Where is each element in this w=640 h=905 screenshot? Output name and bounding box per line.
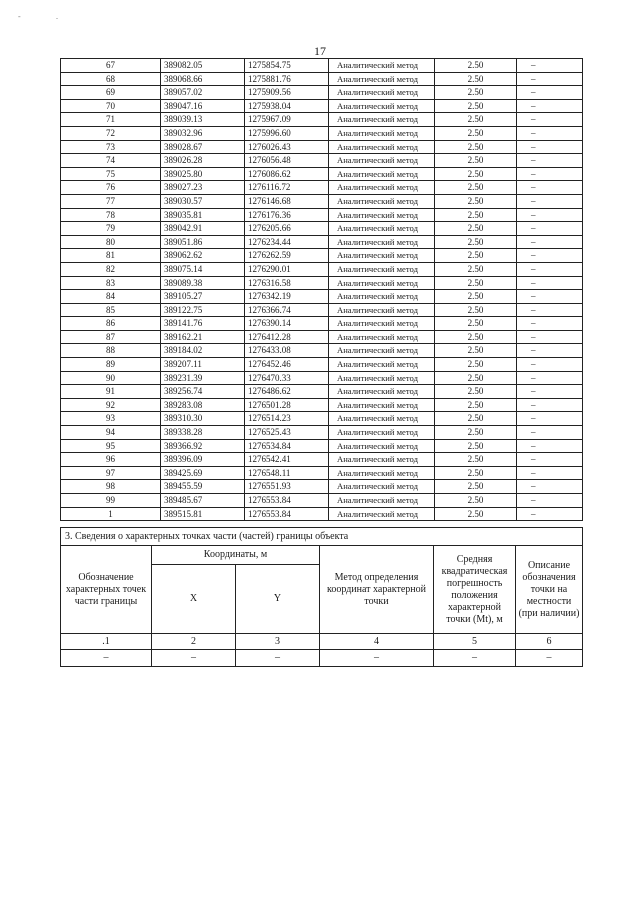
empty-cell: – <box>236 650 320 667</box>
index-cell: 2 <box>152 634 236 650</box>
coord-y: 1276542.41 <box>245 453 329 467</box>
description-cell: – <box>517 235 583 249</box>
table-row <box>61 358 583 372</box>
accuracy-cell: 2.50 <box>435 208 517 222</box>
method-cell: Аналитический метод <box>329 235 435 249</box>
coord-x: 389030.57 <box>161 194 245 208</box>
accuracy-cell: 2.50 <box>435 99 517 113</box>
point-number: 95 <box>61 439 161 453</box>
coord-y: 1276486.62 <box>245 385 329 399</box>
coord-y: 1276176.36 <box>245 208 329 222</box>
method-cell: Аналитический метод <box>329 262 435 276</box>
header-method: Метод определения координат характерной точки <box>320 546 434 634</box>
coord-x: 389039.13 <box>161 113 245 127</box>
point-number: 90 <box>61 371 161 385</box>
point-number: 86 <box>61 317 161 331</box>
point-number: 84 <box>61 290 161 304</box>
method-cell: Аналитический метод <box>329 249 435 263</box>
point-number: 98 <box>61 480 161 494</box>
point-number: 83 <box>61 276 161 290</box>
coord-y: 1276205.66 <box>245 222 329 236</box>
point-number: 97 <box>61 466 161 480</box>
accuracy-cell: 2.50 <box>435 276 517 290</box>
coord-y: 1276366.74 <box>245 303 329 317</box>
method-cell: Аналитический метод <box>329 330 435 344</box>
description-cell: – <box>517 86 583 100</box>
description-cell: – <box>517 59 583 73</box>
header-coordinates: Координаты, м <box>152 546 320 565</box>
point-number: 80 <box>61 235 161 249</box>
accuracy-cell: 2.50 <box>435 480 517 494</box>
accuracy-cell: 2.50 <box>435 181 517 195</box>
accuracy-cell: 2.50 <box>435 303 517 317</box>
method-cell: Аналитический метод <box>329 303 435 317</box>
coord-x: 389082.05 <box>161 59 245 73</box>
accuracy-cell: 2.50 <box>435 126 517 140</box>
table-row <box>61 650 583 667</box>
method-cell: Аналитический метод <box>329 344 435 358</box>
method-cell: Аналитический метод <box>329 276 435 290</box>
method-cell: Аналитический метод <box>329 507 435 521</box>
description-cell: – <box>517 154 583 168</box>
table-row <box>61 249 583 263</box>
table-row <box>61 167 583 181</box>
table-row <box>61 235 583 249</box>
table-row <box>61 303 583 317</box>
table-row <box>61 194 583 208</box>
method-cell: Аналитический метод <box>329 453 435 467</box>
coord-y: 1276548.11 <box>245 466 329 480</box>
coord-y: 1276116.72 <box>245 181 329 195</box>
point-number: 78 <box>61 208 161 222</box>
coord-x: 389035.81 <box>161 208 245 222</box>
point-number: 96 <box>61 453 161 467</box>
table-row <box>61 113 583 127</box>
coord-x: 389026.28 <box>161 154 245 168</box>
point-number: 70 <box>61 99 161 113</box>
index-cell: .1 <box>61 634 152 650</box>
accuracy-cell: 2.50 <box>435 317 517 331</box>
description-cell: – <box>517 181 583 195</box>
accuracy-cell: 2.50 <box>435 86 517 100</box>
method-cell: Аналитический метод <box>329 480 435 494</box>
index-cell: 4 <box>320 634 434 650</box>
accuracy-cell: 2.50 <box>435 154 517 168</box>
coord-y: 1276433.08 <box>245 344 329 358</box>
table-row <box>61 126 583 140</box>
point-number: 72 <box>61 126 161 140</box>
table-row <box>61 276 583 290</box>
description-cell: – <box>517 371 583 385</box>
description-cell: – <box>517 358 583 372</box>
table-row <box>61 344 583 358</box>
method-cell: Аналитический метод <box>329 167 435 181</box>
method-cell: Аналитический метод <box>329 140 435 154</box>
table-row <box>61 371 583 385</box>
coord-y: 1276525.43 <box>245 426 329 440</box>
table-row <box>61 317 583 331</box>
method-cell: Аналитический метод <box>329 126 435 140</box>
method-cell: Аналитический метод <box>329 358 435 372</box>
method-cell: Аналитический метод <box>329 317 435 331</box>
point-number: 81 <box>61 249 161 263</box>
table-row <box>61 262 583 276</box>
table-row <box>61 290 583 304</box>
table-row <box>61 494 583 508</box>
description-cell: – <box>517 507 583 521</box>
accuracy-cell: 2.50 <box>435 235 517 249</box>
header-y: Y <box>236 565 320 634</box>
table-row <box>61 140 583 154</box>
empty-cell: – <box>61 650 152 667</box>
point-number: 68 <box>61 72 161 86</box>
coord-x: 389027.23 <box>161 181 245 195</box>
method-cell: Аналитический метод <box>329 72 435 86</box>
coord-y: 1275881.76 <box>245 72 329 86</box>
coord-x: 389485.67 <box>161 494 245 508</box>
description-cell: – <box>517 426 583 440</box>
index-cell: 5 <box>434 634 516 650</box>
accuracy-cell: 2.50 <box>435 439 517 453</box>
table-row <box>61 398 583 412</box>
coord-x: 389075.14 <box>161 262 245 276</box>
point-number: 71 <box>61 113 161 127</box>
empty-cell: – <box>320 650 434 667</box>
coord-x: 389089.38 <box>161 276 245 290</box>
description-cell: – <box>517 72 583 86</box>
header-accuracy: Средняя квадратическая погрешность положения характерной точки (Mt), м <box>434 546 516 634</box>
accuracy-cell: 2.50 <box>435 262 517 276</box>
description-cell: – <box>517 412 583 426</box>
method-cell: Аналитический метод <box>329 385 435 399</box>
table-row <box>61 330 583 344</box>
coord-y: 1276290.01 <box>245 262 329 276</box>
index-cell: 6 <box>516 634 583 650</box>
point-number: 74 <box>61 154 161 168</box>
method-cell: Аналитический метод <box>329 371 435 385</box>
coord-y: 1276342.19 <box>245 290 329 304</box>
coord-x: 389396.09 <box>161 453 245 467</box>
empty-cell: – <box>434 650 516 667</box>
description-cell: – <box>517 208 583 222</box>
accuracy-cell: 2.50 <box>435 358 517 372</box>
table-row <box>61 507 583 521</box>
coord-y: 1275938.04 <box>245 99 329 113</box>
description-cell: – <box>517 262 583 276</box>
scan-speck: . <box>56 12 58 21</box>
accuracy-cell: 2.50 <box>435 194 517 208</box>
point-number: 93 <box>61 412 161 426</box>
coord-x: 389338.28 <box>161 426 245 440</box>
point-number: 99 <box>61 494 161 508</box>
method-cell: Аналитический метод <box>329 426 435 440</box>
table-row <box>61 412 583 426</box>
method-cell: Аналитический метод <box>329 208 435 222</box>
table-row <box>61 222 583 236</box>
accuracy-cell: 2.50 <box>435 290 517 304</box>
point-number: 82 <box>61 262 161 276</box>
coord-y: 1276412.28 <box>245 330 329 344</box>
table-row <box>61 181 583 195</box>
page-number: 17 <box>314 44 326 58</box>
accuracy-cell: 2.50 <box>435 507 517 521</box>
description-cell: – <box>517 167 583 181</box>
coord-y: 1276551.93 <box>245 480 329 494</box>
accuracy-cell: 2.50 <box>435 344 517 358</box>
coord-x: 389068.66 <box>161 72 245 86</box>
coord-x: 389207.11 <box>161 358 245 372</box>
table-row <box>61 208 583 222</box>
coord-y: 1275909.56 <box>245 86 329 100</box>
point-number: 67 <box>61 59 161 73</box>
point-number: 94 <box>61 426 161 440</box>
point-number: 88 <box>61 344 161 358</box>
method-cell: Аналитический метод <box>329 466 435 480</box>
coord-x: 389057.02 <box>161 86 245 100</box>
point-number: 69 <box>61 86 161 100</box>
coord-y: 1276470.33 <box>245 371 329 385</box>
coord-y: 1276390.14 <box>245 317 329 331</box>
table-row <box>61 480 583 494</box>
description-cell: – <box>517 276 583 290</box>
coord-x: 389283.08 <box>161 398 245 412</box>
description-cell: – <box>517 453 583 467</box>
description-cell: – <box>517 303 583 317</box>
coord-x: 389025.80 <box>161 167 245 181</box>
accuracy-cell: 2.50 <box>435 222 517 236</box>
accuracy-cell: 2.50 <box>435 113 517 127</box>
index-row <box>61 634 583 650</box>
coordinates-table <box>60 58 583 521</box>
accuracy-cell: 2.50 <box>435 249 517 263</box>
section3-table <box>60 527 583 667</box>
empty-cell: – <box>516 650 583 667</box>
table-row <box>61 385 583 399</box>
point-number: 89 <box>61 358 161 372</box>
accuracy-cell: 2.50 <box>435 140 517 154</box>
description-cell: – <box>517 222 583 236</box>
table-row <box>61 72 583 86</box>
description-cell: – <box>517 439 583 453</box>
description-cell: – <box>517 194 583 208</box>
point-number: 77 <box>61 194 161 208</box>
description-cell: – <box>517 126 583 140</box>
coord-y: 1276534.84 <box>245 439 329 453</box>
method-cell: Аналитический метод <box>329 113 435 127</box>
coord-x: 389028.67 <box>161 140 245 154</box>
accuracy-cell: 2.50 <box>435 412 517 426</box>
coord-y: 1276086.62 <box>245 167 329 181</box>
accuracy-cell: 2.50 <box>435 330 517 344</box>
coord-x: 389455.59 <box>161 480 245 494</box>
coordinates-table-body <box>61 59 583 521</box>
accuracy-cell: 2.50 <box>435 398 517 412</box>
description-cell: – <box>517 317 583 331</box>
method-cell: Аналитический метод <box>329 222 435 236</box>
coord-x: 389141.76 <box>161 317 245 331</box>
method-cell: Аналитический метод <box>329 398 435 412</box>
table-row <box>61 439 583 453</box>
coord-y: 1276234.44 <box>245 235 329 249</box>
point-number: 76 <box>61 181 161 195</box>
scan-speck: - <box>18 12 21 21</box>
coord-x: 389366.92 <box>161 439 245 453</box>
coord-x: 389184.02 <box>161 344 245 358</box>
coord-x: 389105.27 <box>161 290 245 304</box>
description-cell: – <box>517 113 583 127</box>
method-cell: Аналитический метод <box>329 290 435 304</box>
coord-x: 389515.81 <box>161 507 245 521</box>
method-cell: Аналитический метод <box>329 86 435 100</box>
description-cell: – <box>517 290 583 304</box>
method-cell: Аналитический метод <box>329 439 435 453</box>
table-row <box>61 466 583 480</box>
header-designation: Обозначение характерных точек части границы <box>61 546 152 634</box>
coord-y: 1276026.43 <box>245 140 329 154</box>
description-cell: – <box>517 344 583 358</box>
description-cell: – <box>517 249 583 263</box>
description-cell: – <box>517 140 583 154</box>
point-number: 1 <box>61 507 161 521</box>
empty-cell: – <box>152 650 236 667</box>
coord-y: 1276452.46 <box>245 358 329 372</box>
coord-y: 1276262.59 <box>245 249 329 263</box>
method-cell: Аналитический метод <box>329 59 435 73</box>
header-x: X <box>152 565 236 634</box>
coord-y: 1275996.60 <box>245 126 329 140</box>
method-cell: Аналитический метод <box>329 194 435 208</box>
coord-x: 389122.75 <box>161 303 245 317</box>
coord-y: 1275854.75 <box>245 59 329 73</box>
point-number: 85 <box>61 303 161 317</box>
accuracy-cell: 2.50 <box>435 385 517 399</box>
coord-x: 389231.39 <box>161 371 245 385</box>
table-row <box>61 453 583 467</box>
accuracy-cell: 2.50 <box>435 167 517 181</box>
coord-y: 1275967.09 <box>245 113 329 127</box>
coord-y: 1276514.23 <box>245 412 329 426</box>
point-number: 87 <box>61 330 161 344</box>
coord-y: 1276316.58 <box>245 276 329 290</box>
coord-y: 1276553.84 <box>245 494 329 508</box>
method-cell: Аналитический метод <box>329 99 435 113</box>
description-cell: – <box>517 494 583 508</box>
table-row <box>61 154 583 168</box>
accuracy-cell: 2.50 <box>435 59 517 73</box>
method-cell: Аналитический метод <box>329 181 435 195</box>
description-cell: – <box>517 330 583 344</box>
coord-x: 389051.86 <box>161 235 245 249</box>
coord-y: 1276501.28 <box>245 398 329 412</box>
accuracy-cell: 2.50 <box>435 466 517 480</box>
accuracy-cell: 2.50 <box>435 453 517 467</box>
point-number: 91 <box>61 385 161 399</box>
accuracy-cell: 2.50 <box>435 72 517 86</box>
table-row <box>61 426 583 440</box>
header-description: Описание обозначения точки на местности (при наличии) <box>516 546 583 634</box>
coord-x: 389256.74 <box>161 385 245 399</box>
accuracy-cell: 2.50 <box>435 426 517 440</box>
index-cell: 3 <box>236 634 320 650</box>
coord-x: 389047.16 <box>161 99 245 113</box>
point-number: 75 <box>61 167 161 181</box>
coord-x: 389425.69 <box>161 466 245 480</box>
description-cell: – <box>517 99 583 113</box>
coord-y: 1276056.48 <box>245 154 329 168</box>
coord-y: 1276146.68 <box>245 194 329 208</box>
description-cell: – <box>517 480 583 494</box>
coord-x: 389310.30 <box>161 412 245 426</box>
coord-x: 389042.91 <box>161 222 245 236</box>
method-cell: Аналитический метод <box>329 154 435 168</box>
point-number: 73 <box>61 140 161 154</box>
accuracy-cell: 2.50 <box>435 371 517 385</box>
table-row <box>61 59 583 73</box>
point-number: 92 <box>61 398 161 412</box>
section3-title: 3. Сведения о характерных точках части (частей) границы объекта <box>61 528 583 546</box>
accuracy-cell: 2.50 <box>435 494 517 508</box>
point-number: 79 <box>61 222 161 236</box>
table-row <box>61 86 583 100</box>
method-cell: Аналитический метод <box>329 494 435 508</box>
table-row <box>61 99 583 113</box>
description-cell: – <box>517 398 583 412</box>
coord-y: 1276553.84 <box>245 507 329 521</box>
coord-x: 389032.96 <box>161 126 245 140</box>
description-cell: – <box>517 466 583 480</box>
coord-x: 389062.62 <box>161 249 245 263</box>
coord-x: 389162.21 <box>161 330 245 344</box>
method-cell: Аналитический метод <box>329 412 435 426</box>
description-cell: – <box>517 385 583 399</box>
